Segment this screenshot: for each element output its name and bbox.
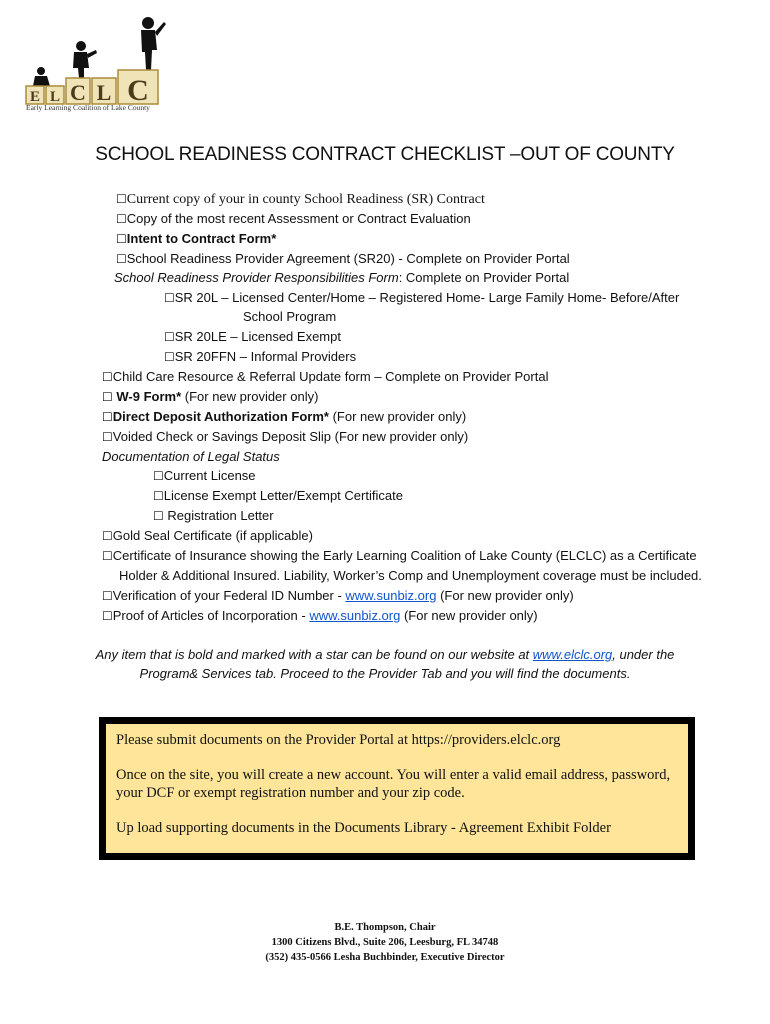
instructions-box bbox=[99, 717, 695, 860]
checkbox-icon[interactable]: ☐ bbox=[102, 390, 113, 404]
item-label: Proof of Articles of Incorporation - bbox=[112, 608, 310, 623]
letter-blocks bbox=[26, 70, 158, 107]
checkbox-icon[interactable]: ☐ bbox=[102, 609, 113, 623]
checkbox-icon[interactable]: ☐ bbox=[102, 410, 113, 424]
checklist-item bbox=[102, 528, 313, 544]
checklist-item bbox=[153, 468, 256, 484]
item-label: SR 20LE – Licensed Exempt bbox=[174, 329, 341, 344]
item-label: Child Care Resource & Referral Update form – Complete on Provider Portal bbox=[112, 369, 549, 384]
item-label-continued: Holder & Additional Insured. Liability, Worker’s Comp and Unemployment coverage must be included. bbox=[119, 568, 702, 583]
checkbox-icon[interactable]: ☐ bbox=[102, 589, 113, 603]
checkbox-icon[interactable]: ☐ bbox=[153, 509, 164, 523]
item-label: License Exempt Letter/Exempt Certificate bbox=[163, 488, 403, 503]
checklist-item bbox=[116, 231, 276, 247]
sunbiz-link[interactable]: www.sunbiz.org bbox=[345, 588, 437, 603]
checklist-item bbox=[102, 389, 318, 405]
item-label: Current License bbox=[163, 468, 256, 483]
item-label-rest: (For new provider only) bbox=[181, 389, 319, 404]
logo-letter-l2: L bbox=[96, 80, 112, 105]
checkbox-icon[interactable]: ☐ bbox=[116, 252, 127, 266]
item-label-rest: (For new provider only) bbox=[400, 608, 538, 623]
checklist-item bbox=[102, 588, 574, 604]
item-label: Intent to Contract Form* bbox=[126, 231, 277, 246]
item-label: Registration Letter bbox=[163, 508, 274, 523]
footer-contact: (352) 435-0566 Lesha Buchbinder, Executive Director bbox=[265, 952, 505, 963]
subheading-rest: : Complete on Provider Portal bbox=[398, 270, 570, 285]
elclc-logo bbox=[24, 12, 174, 114]
checklist-item bbox=[116, 191, 485, 208]
checklist-item bbox=[164, 290, 679, 306]
note-text: Any item that is bold and marked with a star can be found on our website at bbox=[95, 647, 533, 662]
checkbox-icon[interactable]: ☐ bbox=[164, 291, 175, 305]
checkbox-icon[interactable]: ☐ bbox=[102, 430, 113, 444]
checklist-item bbox=[102, 608, 538, 624]
item-label-continued: School Program bbox=[243, 309, 337, 324]
logo-letter-c: C bbox=[70, 80, 86, 105]
logo-letter-e: E bbox=[29, 89, 41, 105]
item-label: Certificate of Insurance showing the Early Learning Coalition of Lake County (ELCLC) as a Certificate bbox=[112, 548, 697, 563]
checklist-item bbox=[116, 211, 471, 227]
checklist-item bbox=[102, 429, 468, 445]
checklist-item bbox=[102, 409, 466, 425]
logo-letter-l: L bbox=[49, 89, 61, 105]
checklist-item bbox=[164, 329, 341, 345]
checklist-item bbox=[153, 508, 274, 524]
checklist-item bbox=[153, 488, 403, 504]
item-label: Copy of the most recent Assessment or Contract Evaluation bbox=[126, 211, 471, 226]
sunbiz-link[interactable]: www.sunbiz.org bbox=[309, 608, 401, 623]
website-note-line2: Program& Services tab. Proceed to the Provider Tab and you will find the documents. bbox=[139, 666, 631, 681]
item-label: Voided Check or Savings Deposit Slip (For new provider only) bbox=[112, 429, 469, 444]
logo-letter-c2: C bbox=[127, 74, 149, 107]
checkbox-icon[interactable]: ☐ bbox=[102, 529, 113, 543]
checklist-item bbox=[116, 251, 570, 267]
subheading bbox=[114, 270, 569, 286]
item-label: Current copy of your in county School Readiness (SR) Contract bbox=[126, 192, 485, 207]
checkbox-icon[interactable]: ☐ bbox=[116, 192, 127, 206]
instruction-upload: Up load supporting documents in the Documents Library - Agreement Exhibit Folder bbox=[116, 820, 611, 836]
instruction-account: Once on the site, you will create a new account. You will enter a valid email address, password, your DCF or exempt registration number and your zip code. bbox=[116, 767, 671, 801]
checkbox-icon[interactable]: ☐ bbox=[116, 212, 127, 226]
item-label-rest: (For new provider only) bbox=[328, 409, 467, 424]
checkbox-icon[interactable]: ☐ bbox=[153, 489, 164, 503]
elclc-link[interactable]: www.elclc.org bbox=[532, 647, 613, 662]
subheading: Documentation of Legal Status bbox=[102, 449, 280, 464]
item-label: SR 20L – Licensed Center/Home – Registered Home- Large Family Home- Before/After bbox=[174, 290, 680, 305]
item-label: Verification of your Federal ID Number - bbox=[112, 588, 346, 603]
item-label-bold: Direct Deposit Authorization Form* bbox=[112, 409, 329, 424]
subheading-italic: School Readiness Provider Responsibilities Form bbox=[114, 270, 399, 285]
item-label-bold: W-9 Form* bbox=[116, 389, 182, 404]
item-label: Gold Seal Certificate (if applicable) bbox=[112, 528, 313, 543]
instructions-content bbox=[106, 724, 688, 853]
logo-caption: Early Learning Coalition of Lake County bbox=[26, 103, 150, 112]
checkbox-icon[interactable]: ☐ bbox=[102, 370, 113, 384]
checklist-item bbox=[164, 349, 356, 365]
checkbox-icon[interactable]: ☐ bbox=[102, 549, 113, 563]
item-label-rest: (For new provider only) bbox=[436, 588, 574, 603]
footer-address: 1300 Citizens Blvd., Suite 206, Leesburg, FL 34748 bbox=[271, 937, 499, 948]
page-title: SCHOOL READINESS CONTRACT CHECKLIST –OUT OF COUNTY bbox=[95, 144, 675, 165]
checkbox-icon[interactable]: ☐ bbox=[153, 469, 164, 483]
footer bbox=[0, 920, 770, 965]
website-note bbox=[0, 646, 770, 664]
checklist-item bbox=[102, 548, 697, 564]
item-label: School Readiness Provider Agreement (SR20) - Complete on Provider Portal bbox=[126, 251, 570, 266]
note-text: , under the bbox=[612, 647, 675, 662]
footer-chair: B.E. Thompson, Chair bbox=[334, 922, 436, 933]
checkbox-icon[interactable]: ☐ bbox=[116, 232, 127, 246]
checkbox-icon[interactable]: ☐ bbox=[164, 330, 175, 344]
instruction-portal: Please submit documents on the Provider Portal at https://providers.elclc.org bbox=[116, 732, 561, 748]
checkbox-icon[interactable]: ☐ bbox=[164, 350, 175, 364]
checklist-item bbox=[102, 369, 548, 385]
item-label: SR 20FFN – Informal Providers bbox=[174, 349, 357, 364]
